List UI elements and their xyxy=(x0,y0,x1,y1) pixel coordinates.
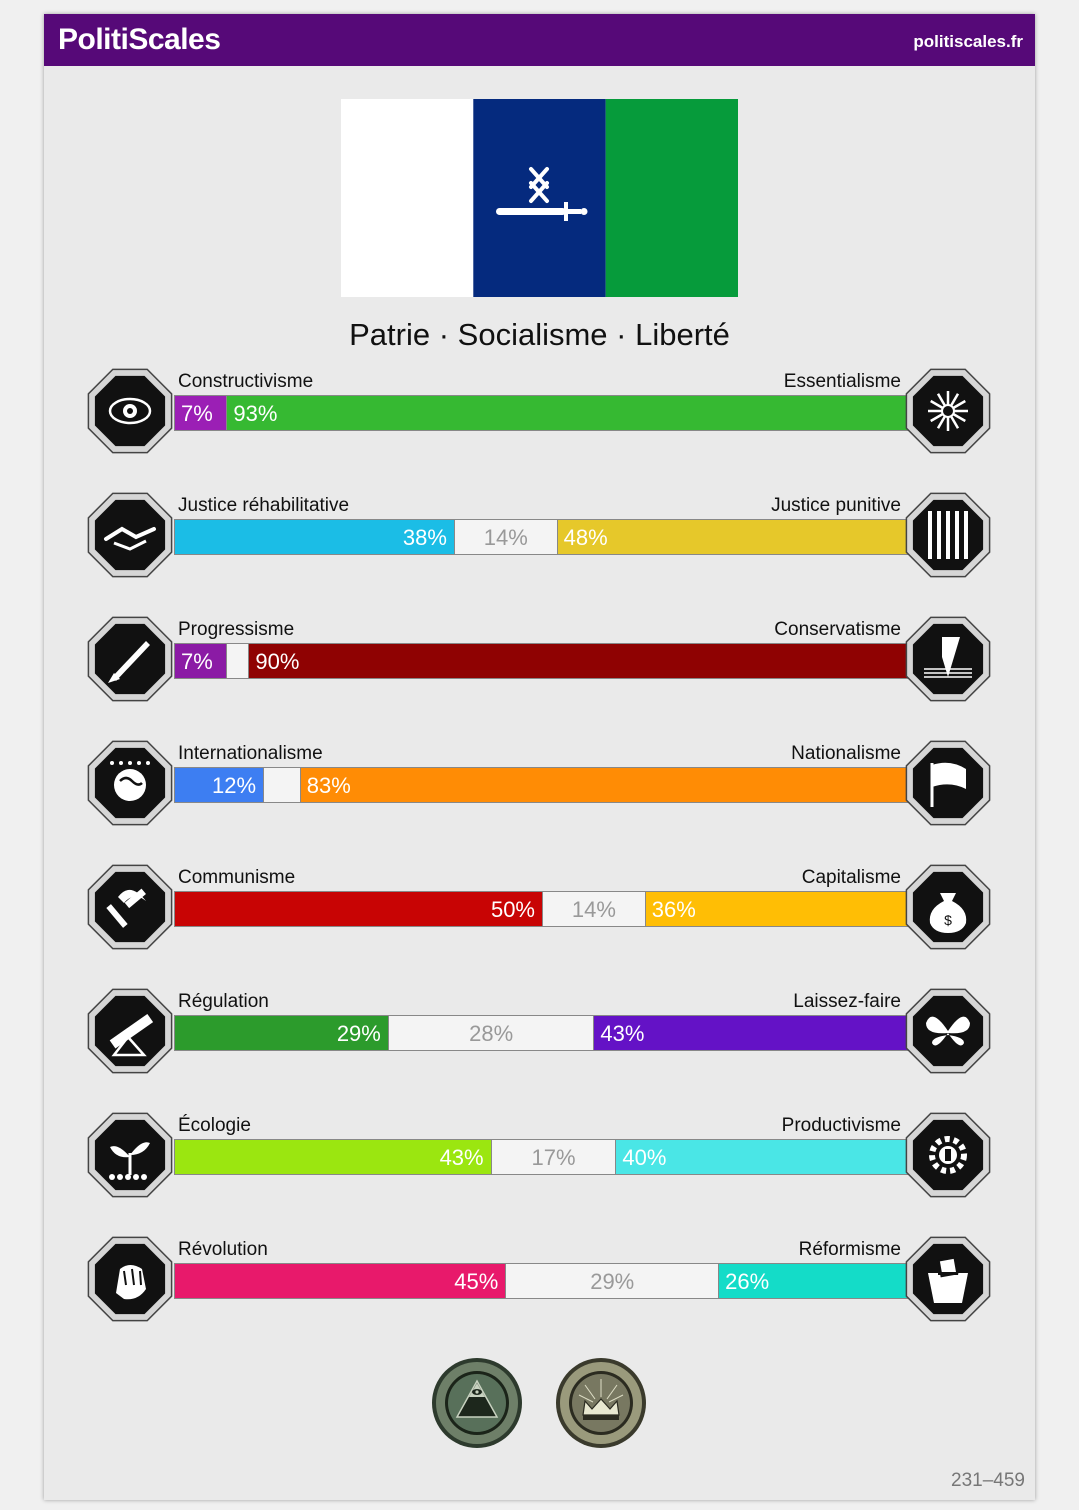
axis-neutral-segment: 14% xyxy=(542,892,645,926)
header-bar xyxy=(44,14,1035,66)
axis-left-label: Justice réhabilitative xyxy=(178,495,350,516)
globe-icon xyxy=(84,737,176,829)
axis-right-label: Nationalisme xyxy=(791,743,901,764)
site-link[interactable]: politiscales.fr xyxy=(913,32,1023,51)
hammer-sickle-icon xyxy=(84,861,176,953)
axis-row xyxy=(44,991,1035,1091)
axis-right-segment: 83% xyxy=(300,768,909,802)
crown-seal-icon xyxy=(555,1357,647,1449)
svg-text:$: $ xyxy=(944,912,952,928)
axis-right-segment: 40% xyxy=(615,1140,909,1174)
axis-right-label: Productivisme xyxy=(781,1115,901,1136)
axis-neutral-segment: 17% xyxy=(491,1140,616,1174)
axis-left-label: Communisme xyxy=(178,867,296,888)
axis-right-label: Essentialisme xyxy=(783,371,901,392)
axis-left-label: Constructivisme xyxy=(178,371,314,392)
axis-right-segment: 48% xyxy=(557,520,909,554)
result-card xyxy=(44,14,1035,1500)
butterfly-icon xyxy=(902,985,994,1077)
axis-right-label: Réformisme xyxy=(798,1239,901,1260)
axis-right-segment: 90% xyxy=(248,644,909,678)
axis-bar xyxy=(174,891,910,927)
badge-seals xyxy=(44,1357,1035,1457)
result-code: 231–459 xyxy=(951,1470,1025,1491)
quill-icon xyxy=(902,613,994,705)
axis-neutral-segment xyxy=(226,644,248,678)
axis-bar xyxy=(174,1015,910,1051)
fist-icon xyxy=(84,1233,176,1325)
axis-left-segment: 29% xyxy=(175,1016,388,1050)
axis-right-segment: 43% xyxy=(593,1016,909,1050)
axis-row xyxy=(44,619,1035,719)
axis-bar xyxy=(174,519,910,555)
axis-left-segment: 43% xyxy=(175,1140,491,1174)
axis-bar xyxy=(174,643,910,679)
axis-left-label: Régulation xyxy=(178,991,269,1012)
axis-left-segment: 38% xyxy=(175,520,454,554)
eye-icon xyxy=(84,365,176,457)
ballot-box-icon xyxy=(902,1233,994,1325)
axis-row xyxy=(44,1239,1035,1339)
axis-right-label: Conservatisme xyxy=(774,619,901,640)
axis-neutral-segment: 28% xyxy=(388,1016,594,1050)
ruler-icon xyxy=(84,985,176,1077)
axis-left-label: Progressisme xyxy=(178,619,295,640)
pyramid-eye-seal-icon xyxy=(431,1357,523,1449)
ideology-flag xyxy=(341,99,738,297)
motto: Patrie · Socialisme · Liberté xyxy=(349,317,730,352)
axis-left-segment: 50% xyxy=(175,892,542,926)
axis-row xyxy=(44,1115,1035,1215)
axis-right-label: Laissez-faire xyxy=(793,991,901,1012)
axis-left-segment: 12% xyxy=(175,768,263,802)
flag-icon xyxy=(902,737,994,829)
money-bag-icon xyxy=(902,861,994,953)
flower-icon xyxy=(902,365,994,457)
axis-left-segment: 45% xyxy=(175,1264,505,1298)
axis-left-label: Internationalisme xyxy=(178,743,323,764)
gear-icon xyxy=(902,1109,994,1201)
axis-neutral-segment: 29% xyxy=(505,1264,718,1298)
axis-bar xyxy=(174,1263,910,1299)
axis-left-label: Écologie xyxy=(178,1115,251,1136)
rocket-icon xyxy=(84,613,176,705)
axis-row xyxy=(44,371,1035,471)
axis-right-label: Capitalisme xyxy=(801,867,901,888)
axis-right-segment: 26% xyxy=(718,1264,909,1298)
axis-bar xyxy=(174,767,910,803)
axis-left-segment: 7% xyxy=(175,396,226,430)
axis-right-label: Justice punitive xyxy=(771,495,901,516)
sprout-icon xyxy=(84,1109,176,1201)
axis-row xyxy=(44,867,1035,967)
axis-right-segment: 36% xyxy=(645,892,909,926)
axis-left-segment: 7% xyxy=(175,644,226,678)
axis-bar xyxy=(174,1139,910,1175)
axis-left-label: Révolution xyxy=(178,1239,268,1260)
brand-title: PolitiScales xyxy=(58,23,221,56)
handshake-icon xyxy=(84,489,176,581)
axis-row xyxy=(44,495,1035,595)
axis-row xyxy=(44,743,1035,843)
axis-bar xyxy=(174,395,910,431)
prison-bars-icon xyxy=(902,489,994,581)
axis-right-segment: 93% xyxy=(226,396,909,430)
axis-neutral-segment: 14% xyxy=(454,520,557,554)
axis-neutral-segment xyxy=(263,768,300,802)
